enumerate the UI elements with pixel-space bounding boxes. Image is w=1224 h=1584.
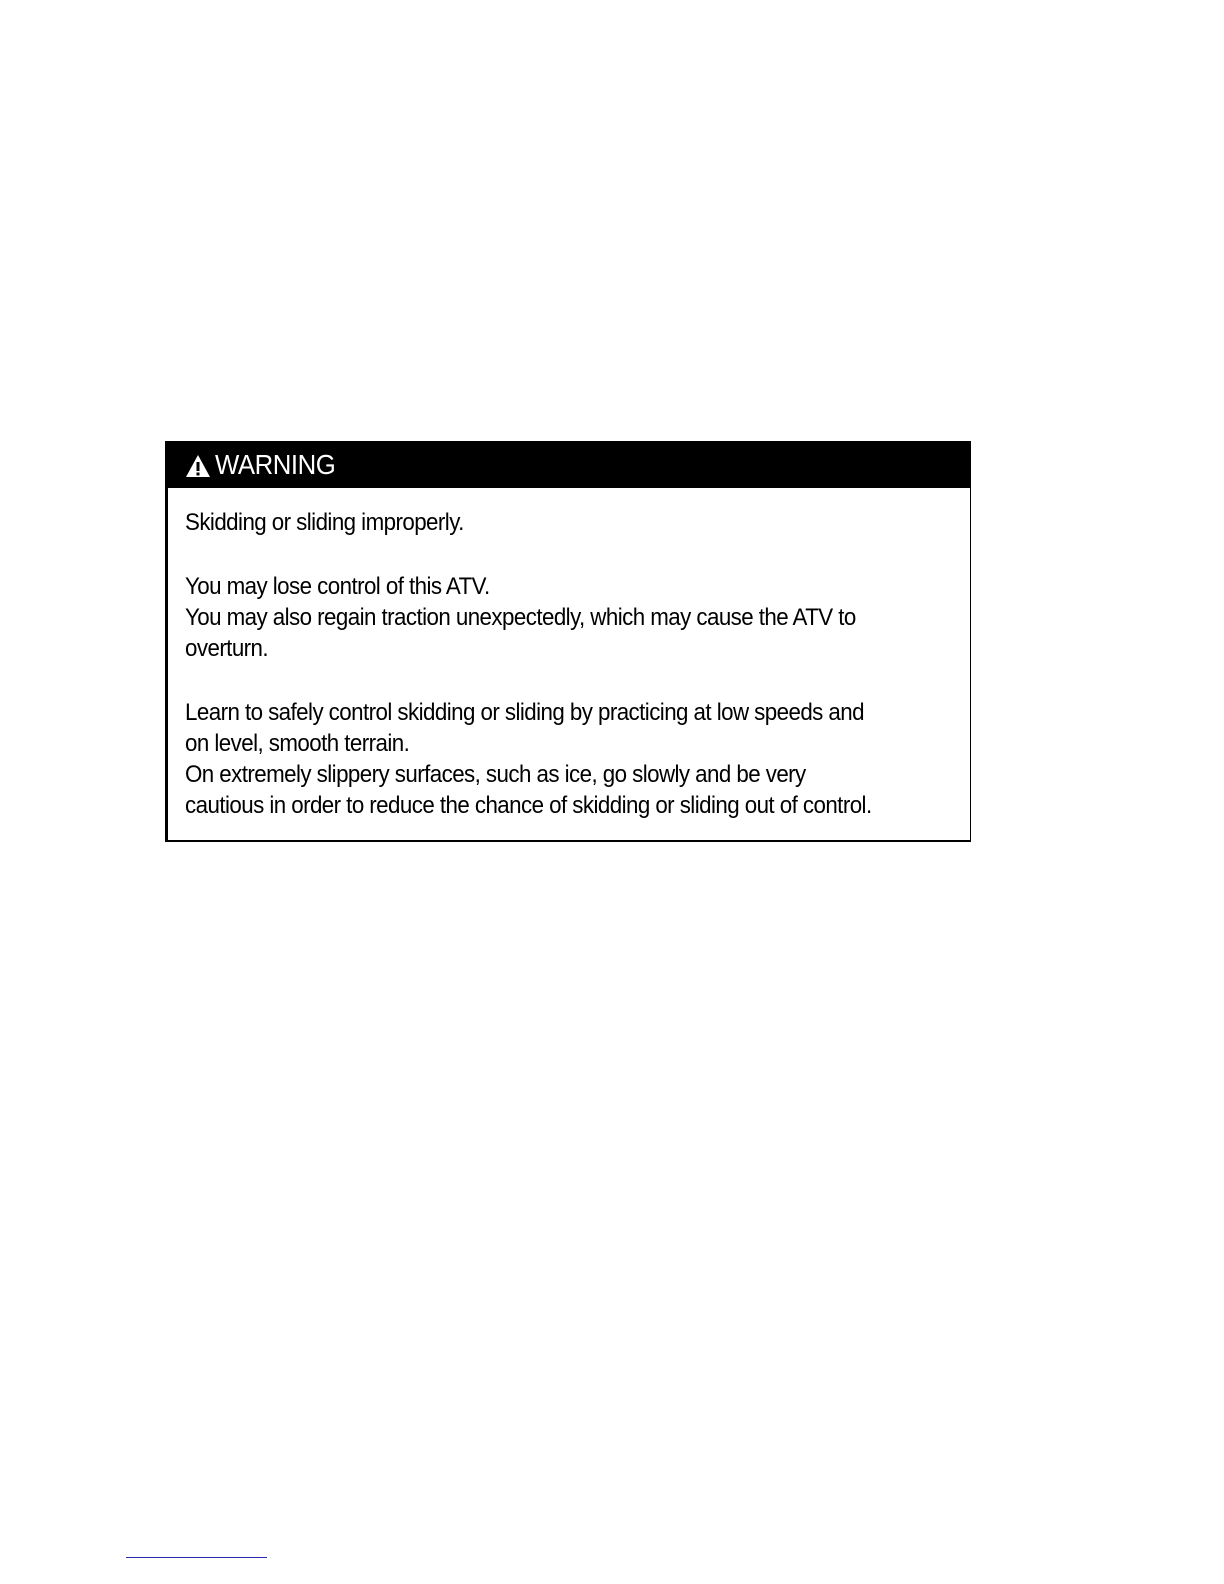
footer-rule bbox=[126, 1557, 267, 1558]
avoidance-line: Learn to safely control skidding or sliding by practicing at low speeds and bbox=[185, 699, 865, 726]
avoidance-line: on level, smooth terrain. bbox=[185, 730, 410, 757]
warning-box bbox=[165, 441, 971, 842]
paragraph-gap bbox=[185, 664, 965, 697]
warning-body bbox=[185, 507, 965, 821]
hazard-text: Skidding or sliding improperly. bbox=[185, 509, 464, 536]
warning-title: WARNING bbox=[215, 448, 336, 480]
avoidance-line: On extremely slippery surfaces, such as ice, go slowly and be very bbox=[185, 761, 806, 788]
consequence-line: overturn. bbox=[185, 635, 269, 662]
consequence-line: You may also regain traction unexpectedly, which may cause the ATV to bbox=[185, 604, 856, 631]
warning-triangle-icon bbox=[185, 454, 211, 478]
warning-header bbox=[168, 441, 970, 488]
avoidance-line: cautious in order to reduce the chance of skidding or sliding out of control. bbox=[185, 792, 872, 819]
consequence-line: You may lose control of this ATV. bbox=[185, 573, 490, 600]
paragraph-gap bbox=[185, 538, 965, 571]
